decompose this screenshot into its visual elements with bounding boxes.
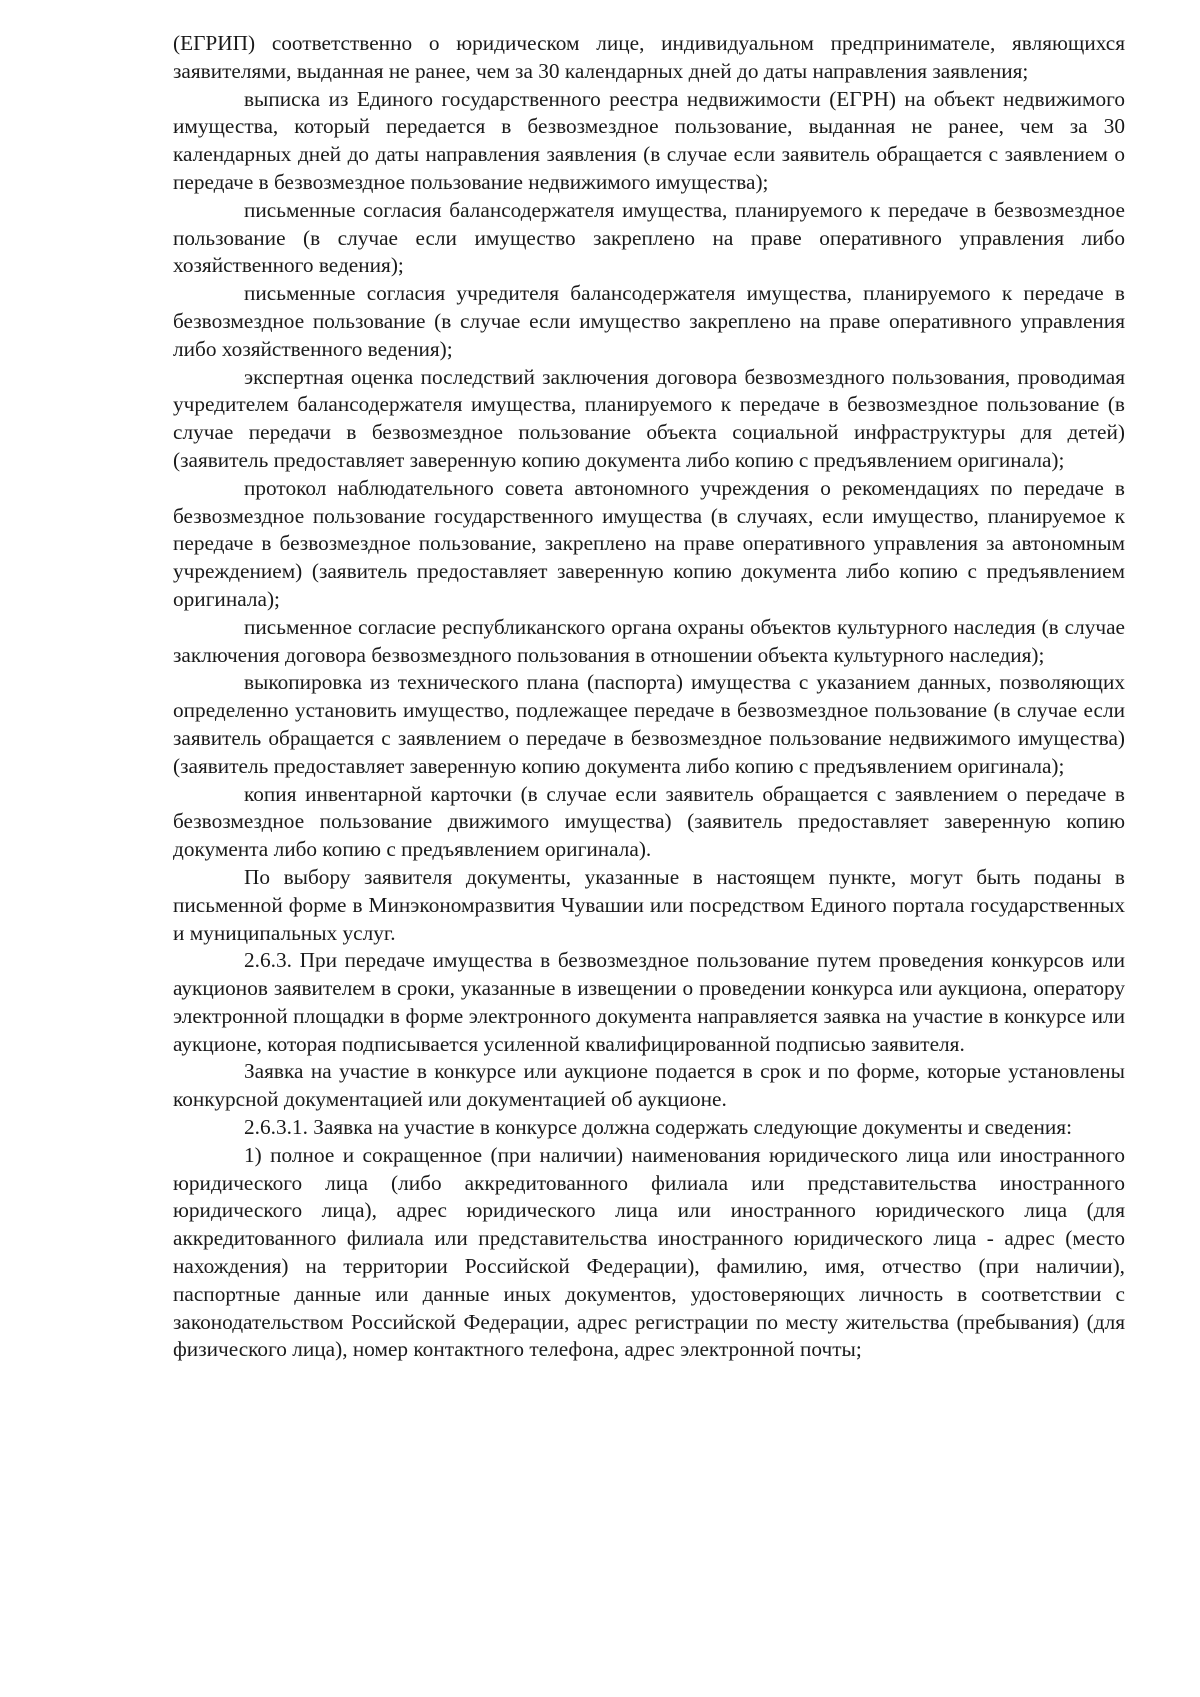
paragraph-6: протокол наблюдательного совета автономного учреждения о рекомендациях по передаче в безвозмездное пользование государственного имущества (в случаях, если имущество, планируемое к передаче в безвозмездное пользование, закреплено на праве оперативного управления за автономным учреждением) (заявитель предоставляет заверенную копию документа либо копию с предъявлением оригинала);	[173, 475, 1125, 611]
paragraph-5: экспертная оценка последствий заключения договора безвозмездного пользования, проводимая учредителем балансодержателя имущества, планируемого к передаче в безвозмездное пользование (в случае передачи в безвозмездное пользование объекта социальной инфраструктуры для детей) (заявитель предоставляет заверенную копию документа либо копию с предъявлением оригинала);	[173, 364, 1125, 472]
paragraph-8: выкопировка из технического плана (паспорта) имущества с указанием данных, позволяющих определенно установить имущество, подлежащее передаче в безвозмездное пользование (в случае если заявитель обращается с заявлением о передаче в безвозмездное пользование недвижимого имущества) (заявитель предоставляет заверенную копию документа либо копию с предъявлением оригинала);	[173, 670, 1125, 778]
paragraph-13: 2.6.3.1. Заявка на участие в конкурсе должна содержать следующие документы и сведения:	[244, 1115, 1072, 1140]
paragraph-1: (ЕГРИП) соответственно о юридическом лице, индивидуальном предпринимателе, являющихся заявителями, выданная не ранее, чем за 30 календарных дней до даты направления заявления;	[173, 31, 1125, 83]
paragraph-2: выписка из Единого государственного реестра недвижимости (ЕГРН) на объект недвижимого имущества, который передается в безвозмездное пользование, выданная не ранее, чем за 30 календарных дней до даты направления заявления (в случае если заявитель обращается с заявлением о передаче в безвозмездное пользование недвижимого имущества);	[173, 86, 1125, 194]
paragraph-7: письменное согласие республиканского органа охраны объектов культурного наследия (в случае заключения договора безвозмездного пользования в отношении объекта культурного наследия);	[173, 614, 1125, 667]
paragraph-4: письменные согласия учредителя балансодержателя имущества, планируемого к передаче в безвозмездное пользование (в случае если имущество закреплено на праве оперативного управления либо хозяйственного ведения);	[173, 281, 1125, 361]
paragraph-3: письменные согласия балансодержателя имущества, планируемого к передаче в безвозмездное пользование (в случае если имущество закреплено на праве оперативного управления либо хозяйственного ведения);	[173, 197, 1125, 278]
paragraph-9: копия инвентарной карточки (в случае если заявитель обращается с заявлением о передаче в безвозмездное пользование движимого имущества) (заявитель предоставляет заверенную копию документа либо копию с предъявлением оригинала).	[173, 781, 1125, 862]
paragraph-12: Заявка на участие в конкурсе или аукционе подается в срок и по форме, которые установлены конкурсной документацией или документацией об аукционе.	[173, 1059, 1125, 1112]
paragraph-14: 1) полное и сокращенное (при наличии) наименования юридического лица или иностранного юридического лица (либо аккредитованного филиала или представительства иностранного юридического лица), адрес юридического лица или иностранного юридического лица (для аккредитованного филиала или представительства иностранного юридического лица - адрес (место нахождения) на территории Российской Федерации), фамилию, имя, отчество (при наличии), паспортные данные или данные иных документов, удостоверяющих личность в соответствии с законодательством Российской Федерации, адрес регистрации по месту жительства (пребывания) (для физического лица), номер контактного телефона, адрес электронной почты;	[173, 1142, 1125, 1362]
document-page	[173, 30, 1125, 1364]
paragraph-10: По выбору заявителя документы, указанные в настоящем пункте, могут быть поданы в письменной форме в Минэкономразвития Чувашии или посредством Единого портала государственных и муниципальных услуг.	[173, 864, 1125, 945]
paragraph-11: 2.6.3. При передаче имущества в безвозмездное пользование путем проведения конкурсов или аукционов заявителем в сроки, указанные в извещении о проведении конкурса или аукциона, оператору электронной площадки в форме электронного документа направляется заявка на участие в конкурсе или аукционе, которая подписывается усиленной квалифицированной подписью заявителя.	[173, 948, 1125, 1056]
